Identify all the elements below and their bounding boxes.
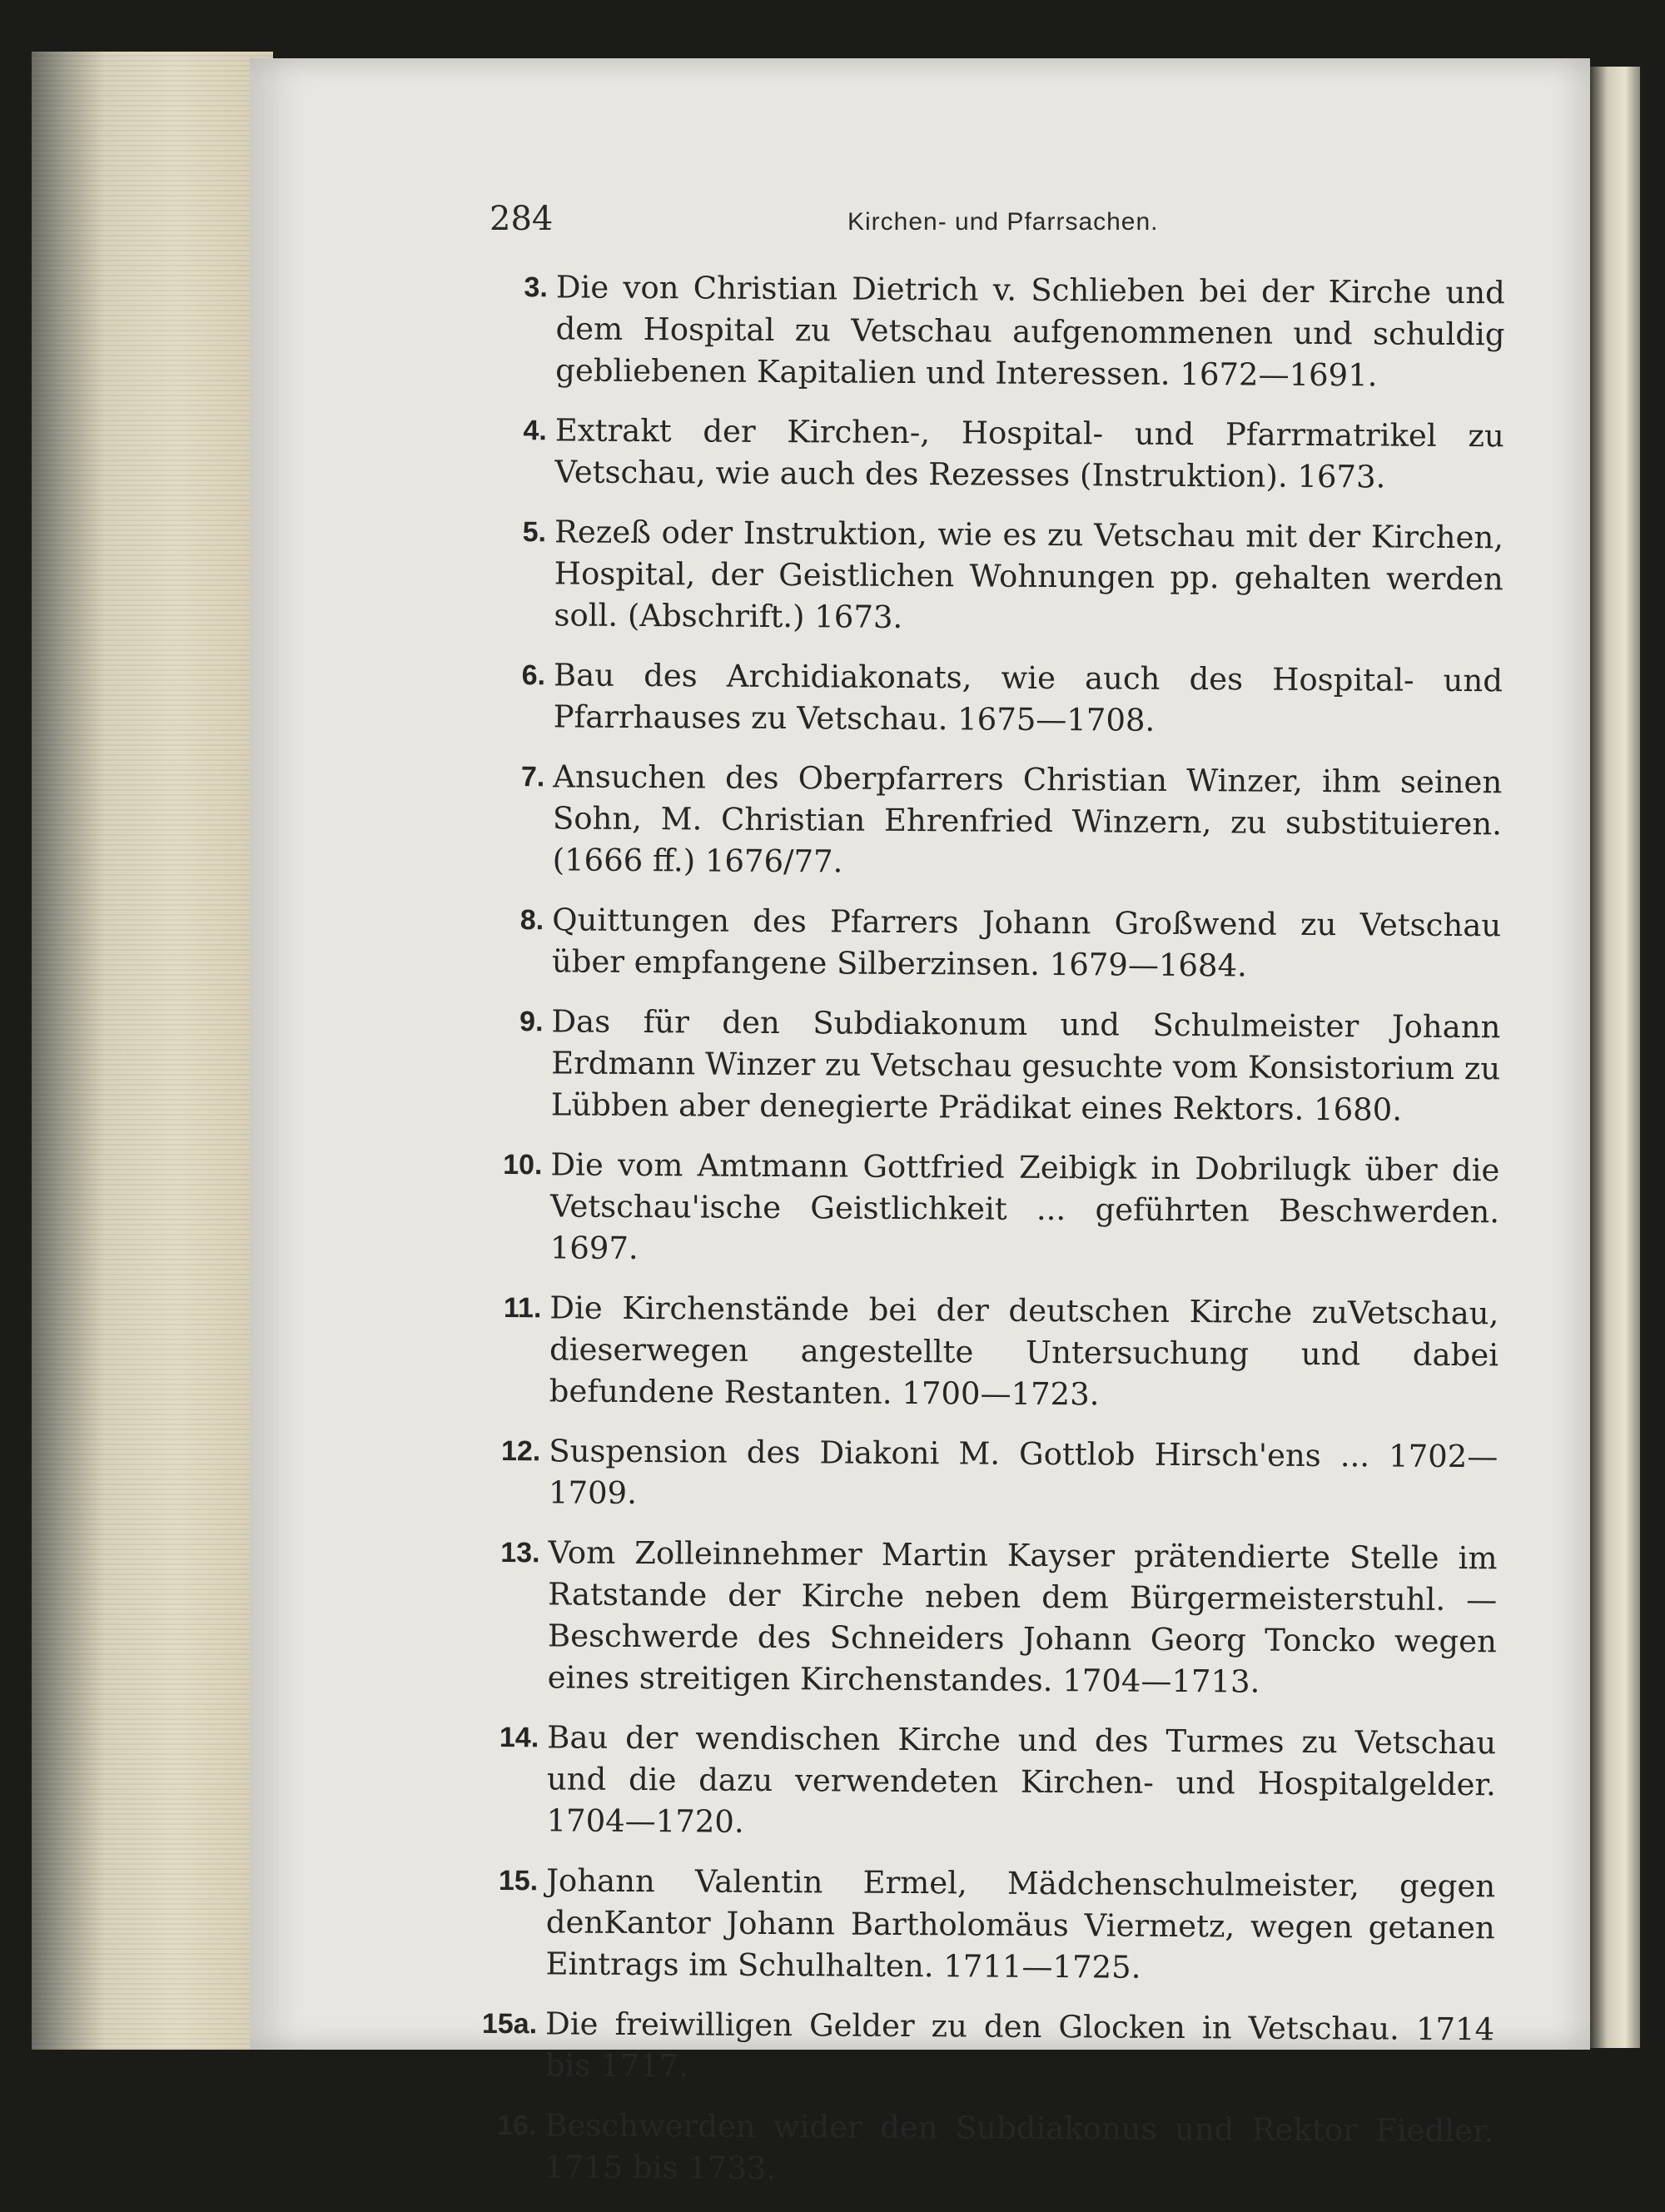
- list-item: [495, 1860, 1495, 1991]
- list-item: [496, 1717, 1496, 1847]
- entry-text: Bau des Archidiakonats, wie auch des Hospital- und Pfarrhauses zu Vetschau. 1675—1708.: [553, 657, 1503, 738]
- entry-number: 15.: [498, 1864, 539, 1897]
- entry-number: 7.: [520, 761, 545, 793]
- entry-text: Die freiwilligen Gelder zu den Glocken in Vetschau. 1714 bis 1717.: [544, 2006, 1495, 2085]
- entry-number: 14.: [499, 1721, 539, 1754]
- entry-number: 5.: [522, 516, 547, 549]
- list-item: [504, 410, 1504, 499]
- book-page-edges: [32, 52, 273, 2050]
- list-item: [504, 654, 1503, 743]
- entry-number: 16.: [496, 2109, 537, 2142]
- list-item: [504, 511, 1503, 642]
- list-item: [502, 756, 1502, 887]
- entry-text: Die Kirchenstände bei der deutschen Kirche zuVetschau, dieserwegen angestellte Untersuchung und dabei befundene Restanten. 1700—1723.: [549, 1290, 1499, 1413]
- running-head: [490, 200, 1507, 250]
- entry-number: 11.: [503, 1292, 542, 1325]
- entry-text: Quittungen des Pfarrers Johann Großwend zu Vetschau über empfangene Silberzinsen. 1679—1684.: [551, 902, 1502, 984]
- entry-text: Johann Valentin Ermel, Mädchenschulmeister, gegen denKantor Johann Bartholomäus Viermetz, wegen getanen Eintrags im Schulhalten. 1711—1725.: [545, 1862, 1496, 1986]
- entry-text: Ansuchen des Oberpfarrers Christian Winzer, ihm seinen Sohn, M. Christian Ehrenfried Winzern, zu substituieren. (1666 ff.) 1676/77.: [552, 758, 1503, 880]
- page-heading: Kirchen- und Pfarrsachen.: [847, 208, 1159, 236]
- list-item: [500, 1144, 1500, 1275]
- entry-number: 13.: [500, 1536, 540, 1569]
- list-item: [497, 1532, 1497, 1704]
- entry-text: Bau der wendischen Kirche und des Turmes zu Vetschau und die dazu verwendeten Kirchen- und Hospitalgelder. 1704—1720.: [546, 1719, 1497, 1840]
- list-item: [501, 1001, 1501, 1131]
- entry-text: Das für den Subdiakonum und Schulmeister Johann Erdmann Winzer zu Vetschau gesuchte vom Konsistorium zu Lübben aber denegierte Prädikat eines Rektors. 1680.: [550, 1003, 1501, 1128]
- entry-number: 9.: [519, 1006, 544, 1038]
- entry-text: Vom Zolleinnehmer Martin Kayser prätendierte Stelle im Ratstande der Kirche neben dem Bürgermeisterstuhl. — Beschwerde des Schneiders Johann Georg Toncko wegen eines streitigen Kirchenstandes. 1704—1713.: [547, 1534, 1498, 1700]
- entry-text: Suspension des Diakoni M. Gottlob Hirsch'ens ... 1702—1709.: [548, 1433, 1498, 1511]
- page-number: 284: [490, 200, 554, 238]
- entry-number: 6.: [521, 659, 546, 692]
- entry-text: Die vom Amtmann Gottfried Zeibigk in Dobrilugk über die Vetschau'ische Geistlichkeit ... geführten Beschwerden. 1697.: [549, 1146, 1500, 1266]
- entry-text: Rezeß oder Instruktion, wie es zu Vetschau mit der Kirchen, Hospital, der Geistlichen Wohnungen pp. gehalten werden soll. (Abschrift.) 1673.: [554, 514, 1504, 635]
- list-item: [502, 899, 1502, 988]
- list-item: [499, 1430, 1498, 1519]
- list-item: [500, 1287, 1499, 1418]
- entry-text: Beschwerden wider den Subdiakonus und Rektor Fiedler. 1715 bis 1733.: [544, 2107, 1494, 2187]
- entry-number: 10.: [503, 1148, 543, 1181]
- list-item: [481, 2003, 1495, 2092]
- entry-text: Die von Christian Dietrich v. Schlieben bei der Kirche und dem Hospital zu Vetschau aufgenommenen und schuldig gebliebenen Kapitalien und Interessen. 1672—1691.: [555, 269, 1505, 394]
- list-item: [495, 2105, 1494, 2194]
- entry-text: Extrakt der Kirchen-, Hospital- und Pfarrmatrikel zu Vetschau, wie auch des Rezesses (Instruktion). 1673.: [554, 412, 1504, 495]
- facing-page-edge: [1590, 67, 1640, 2048]
- entry-number: 12.: [500, 1434, 541, 1468]
- entry-number: 8.: [519, 904, 544, 937]
- entry-number: 4.: [523, 415, 547, 447]
- entry-number: 15a.: [481, 2007, 538, 2041]
- list-item: [505, 266, 1505, 397]
- entry-list: [481, 266, 1505, 2212]
- entry-number: 3.: [524, 271, 548, 304]
